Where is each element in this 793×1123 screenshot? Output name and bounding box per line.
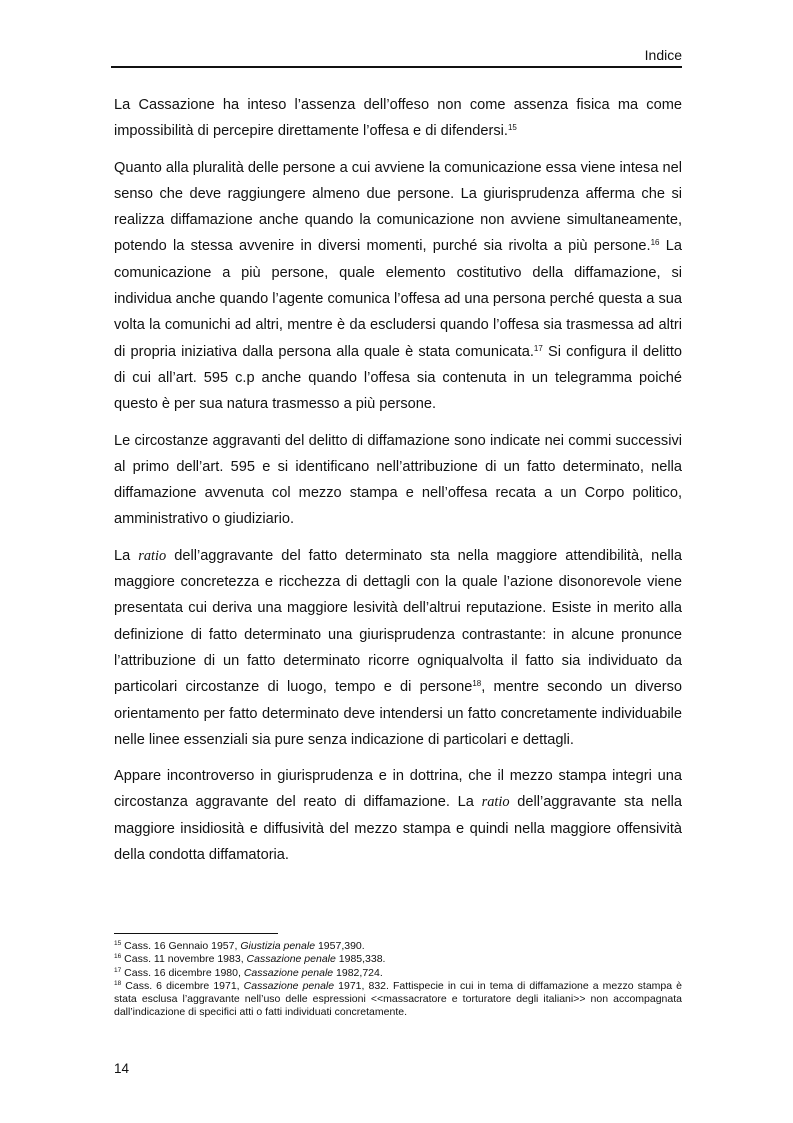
footnote-16 <box>114 953 682 966</box>
paragraph-5-ratio-term: ratio <box>481 794 510 811</box>
footnote-source: Cassazione penale <box>246 953 336 966</box>
footnote-number: 18 <box>114 979 122 987</box>
paragraph-2-text-b: La comunicazione a più persone, quale elemento costitutivo della diffamazione, si individua anche quando l’agente comunica l’offesa ad una persona perché questa a sua volta la comunichi ad altri, mentre è da escludersi quando l’offesa sia trasmessa ad altri di propria iniziativa dalla persona alla quale è stata comunicata. <box>114 238 682 360</box>
footnote-text: 1985,338. <box>335 953 386 966</box>
paragraph-3-text: Le circostanze aggravanti del delitto di diffamazione sono indicate nei commi successivi al primo dell’art. 595 e si identificano nell’attribuzione di un fatto determinato, nella diffamazione avvenuta col mezzo stampa e nell’offesa recata a un Corpo politico, amministrativo o giudiziario. <box>114 432 682 528</box>
paragraph-5 <box>114 763 682 868</box>
paragraph-1 <box>114 92 682 145</box>
footnote-15 <box>114 940 682 953</box>
footnote-separator <box>114 933 278 934</box>
footnote-number: 17 <box>114 966 122 974</box>
paragraph-3 <box>114 428 682 533</box>
footnote-text: 1971, 832. Fattispecie in cui in tema di diffamazione a mezzo stampa è stata esclusa l’aggravante nell’uso delle espressioni <<massacratore e torturatore degli italiani>> non accompagnata dall’indicazione di specifici atti o fatti individuati concretamente. <box>114 979 682 1019</box>
page-number: 14 <box>114 1061 130 1076</box>
paragraph-2-text-c: Si configura il delitto di cui all’art. 595 c.p anche quando l’offesa sia contenuta in un telegramma poiché questo è per sua natura trasmesso a più persone. <box>114 343 682 413</box>
paragraph-4-text-a: dell’aggravante del fatto determinato sta nella maggiore attendibilità, nella maggiore concretezza e ricchezza di dettagli con la quale l’azione disonorevole viene presentata cui deriva una maggiore lesività dell’altrui reputazione. Esiste in merito alla definizione di fatto determinato una giurisprudenza contrastante: in alcune pronunce l’attribuzione di un fatto determinato ricorre ogniqualvolta il fatto sia individuato da particolari circostanze di luogo, tempo e di persone <box>114 547 682 696</box>
paragraph-4-text-b: , mentre secondo un diverso orientamento per fatto determinato deve intendersi un fatto concretamente individuabile nelle linee essenziali sia pure senza indicazione di particolari e dettagli. <box>114 679 682 748</box>
footnote-source: Cassazione penale <box>243 966 334 979</box>
paragraph-4-ratio-term: ratio <box>138 547 167 564</box>
footnote-text: 1982,724. <box>333 966 383 979</box>
paragraph-4 <box>114 543 682 753</box>
footnote-text: Cass. 6 dicembre 1971, <box>121 979 244 992</box>
footnote-source: Cassazione penale <box>243 979 335 992</box>
paragraph-5-text-b: dell’aggravante sta nella maggiore insidiosità e diffusività del mezzo stampa e quindi nella maggiore offensività della condotta diffamatoria. <box>114 794 682 864</box>
footnote-text: 1957,390. <box>315 940 365 952</box>
footnotes <box>114 940 682 1020</box>
footnote-text: Cass. 16 Gennaio 1957, <box>121 940 241 952</box>
body-text <box>114 92 682 878</box>
paragraph-5-text-a: Appare incontroverso in giurisprudenza e in dottrina, che il mezzo stampa integri una circostanza aggravante del reato di diffamazione. La <box>114 768 682 811</box>
paragraph-2 <box>114 155 682 418</box>
footnote-text: Cass. 11 novembre 1983, <box>121 953 247 966</box>
footnote-ref-17[interactable]: 17 <box>533 343 543 353</box>
footnote-number: 16 <box>114 953 122 961</box>
running-header-title: Indice <box>644 47 682 63</box>
footnote-17 <box>114 967 682 980</box>
footnote-ref-15[interactable]: 15 <box>507 123 517 133</box>
footnote-ref-18[interactable]: 18 <box>472 679 482 689</box>
footnote-18 <box>114 980 682 1020</box>
paragraph-2-text-a: Quanto alla pluralità delle persone a cui avviene la comunicazione essa viene intesa nel senso che deve raggiungere almeno due persone. La giurisprudenza afferma che si realizza diffamazione anche quando la comunicazione non avviene simultaneamente, potendo la stessa avvenire in diversi momenti, purché sia rivolta a più persone. <box>114 159 682 255</box>
footnote-number: 15 <box>114 940 122 947</box>
paragraph-1-text: La Cassazione ha inteso l’assenza dell’offeso non come assenza fisica ma come impossibilità di percepire direttamente l’offesa e di difendersi. <box>114 97 682 140</box>
paragraph-4-pre: La <box>114 547 139 564</box>
footnote-source: Giustizia penale <box>240 940 316 952</box>
header-rule <box>111 66 682 68</box>
footnote-text: Cass. 16 dicembre 1980, <box>121 966 244 979</box>
footnote-ref-16[interactable]: 16 <box>650 238 660 248</box>
